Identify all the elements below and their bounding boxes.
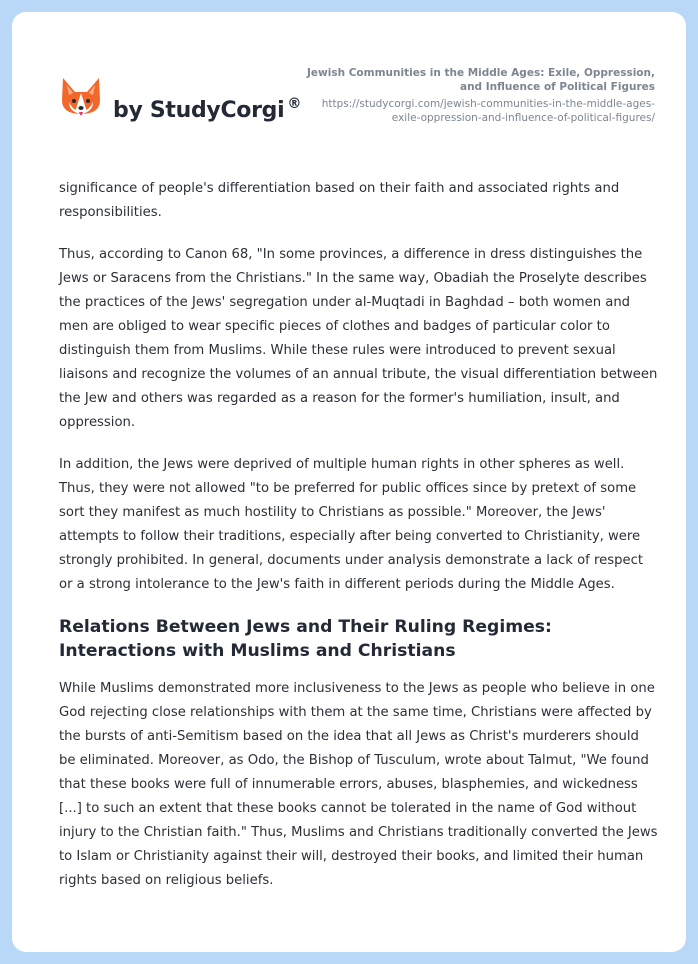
paragraph-4: While Muslims demonstrated more inclusiveness to the Jews as people who believe in one God rejecting close relationships with them at the same time, Christians were affected by the bursts of anti-Semitism based on the idea that all Jews as Christ's murderers should be eliminated. Moreover, as Odo, the Bishop of Tusculum, wrote about Talmut, "We found that these books were full of innumerable errors, abuses, blasphemies, and wickedness [...] to such an extent that these books cannot be tolerated in the name of God without injury to the Christian faith." Thus, Muslims and Christians traditionally converted the Jews to Islam or Christianity against their will, destroyed their books, and limited their human rights based on religious beliefs. xyxy=(59,681,658,888)
registered-mark: ® xyxy=(287,96,302,112)
paragraph-3: In addition, the Jews were deprived of multiple human rights in other spheres as well. Thus, they were not allowed "to be preferred for public offices since by pretext of some sort they manifest as much hostility to Christians as possible." Moreover, the Jews' attempts to follow their traditions, especially after being converted to Christianity, were strongly prohibited. In general, documents under analysis demonstrate a lack of respect or a strong intolerance to the Jew's faith in different periods during the Middle Ages. xyxy=(59,457,644,592)
document-title: Jewish Communities in the Middle Ages: Exile, Oppression, and Influence of Political Figures xyxy=(307,67,655,93)
paragraph-1: significance of people's differentiation based on their faith and associated rights and responsibilities. xyxy=(59,181,620,220)
paragraph-2: Thus, according to Canon 68, "In some provinces, a difference in dress distinguishes the Jews or Saracens from the Christians." In the same way, Obadiah the Proselyte describes the practices of the Jews' segregation under al-Muqtadi in Baghdad – both women and men are obliged to wear specific pieces of clothes and badges of particular color to distinguish them from Muslims. While these rules were introduced to prevent sexual liaisons and recognize the volumes of an annual tribute, the visual differentiation between the Jew and others was regarded as a reason for the former's humiliation, insult, and oppression. xyxy=(59,247,658,430)
article-body xyxy=(59,177,659,911)
brand-name[interactable] xyxy=(113,96,301,123)
corgi-logo-icon xyxy=(60,76,102,122)
page-card xyxy=(12,12,686,952)
brand-text: by StudyCorgi xyxy=(113,98,285,123)
document-url[interactable]: https://studycorgi.com/jewish-communities-in-the-middle-ages-exile-oppression-and-influence-of-political-figures/ xyxy=(321,98,655,124)
section-heading: Relations Between Jews and Their Ruling Regimes: Interactions with Muslims and Christians xyxy=(59,617,552,661)
page-header xyxy=(12,12,686,152)
